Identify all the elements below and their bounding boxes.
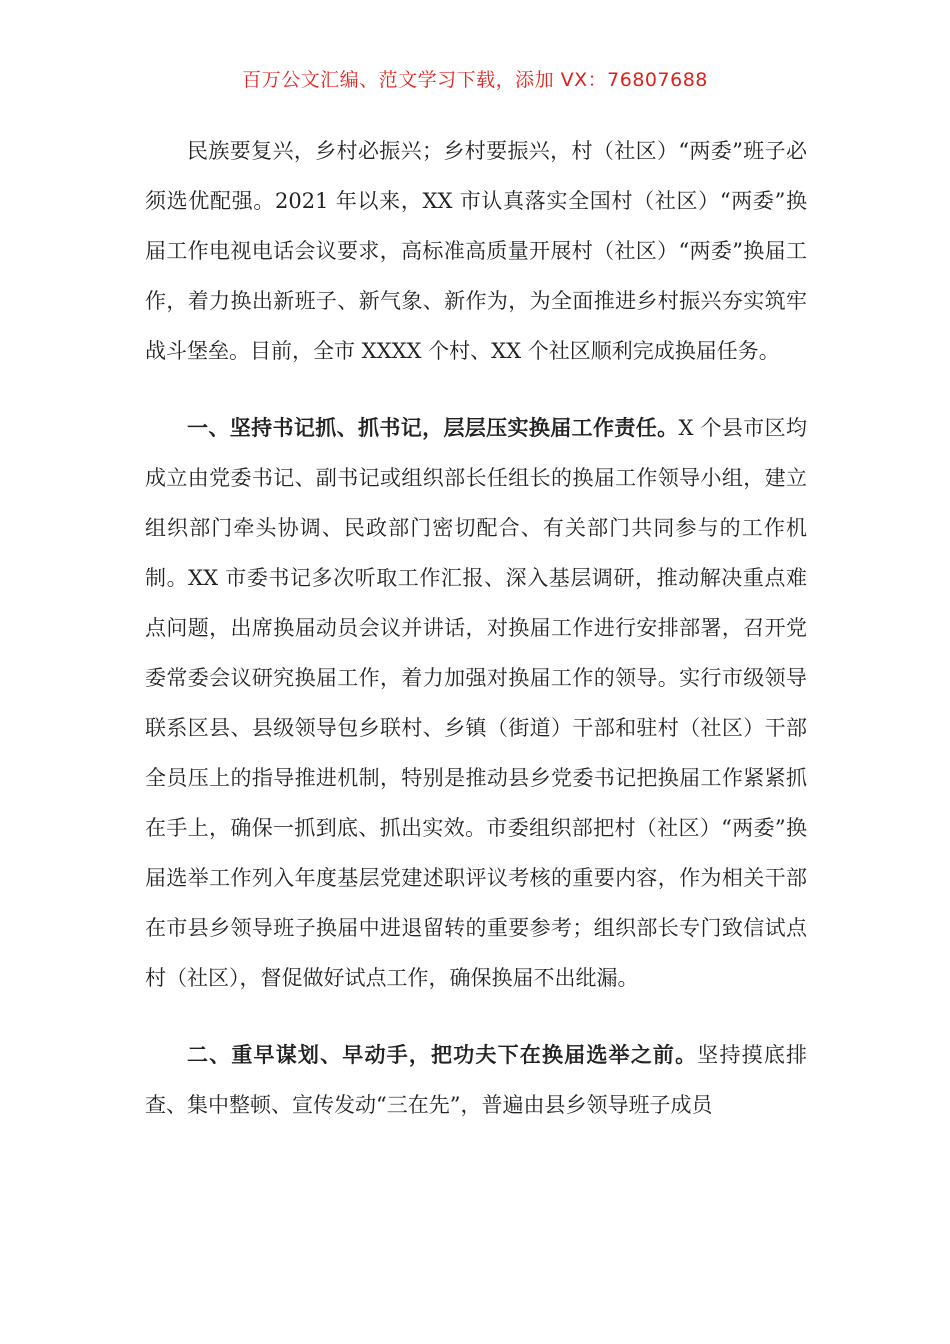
paragraph-lead: 二、重早谋划、早动手，把功夫下在换届选举之前。 [187, 1042, 698, 1067]
paragraph-lead: 一、坚持书记抓、抓书记，层层压实换届工作责任。 [187, 415, 679, 440]
paragraph-section-2 [145, 1030, 807, 1130]
document-body [145, 126, 807, 1157]
paragraph-text: X 个县市区均成立由党委书记、副书记或组织部长任组长的换届工作领导小组，建立组织部门牵头协调、民政部门密切配合、有关部门共同参与的工作机制。XX 市委书记多次听取工作汇报、深入基层调研，推动解决重点难点问题，出席换届动员会议并讲话，对换届工作进行安排部署，召开党委常委会议研究换届工作，着力加强对换届工作的领导。实行市级领导联系区县、县级领导包乡联村、乡镇（街道）干部和驻村（社区）干部全员压上的指导推进机制，特别是推动县乡党委书记把换届工作紧紧抓在手上，确保一抓到底、抓出实效。市委组织部把村（社区）“两委”换届选举工作列入年度基层党建述职评议考核的重要内容，作为相关干部在市县乡领导班子换届中进退留转的重要参考；组织部长专门致信试点村（社区），督促做好试点工作，确保换届不出纰漏。 [145, 416, 807, 990]
paragraph-section-1 [145, 403, 807, 1003]
paragraph-intro [145, 126, 807, 376]
header-banner: 百万公文汇编、范文学习下载，添加 VX：76807688 [242, 69, 708, 91]
paragraph-text: 民族要复兴，乡村必振兴；乡村要振兴，村（社区）“两委”班子必须选优配强。2021 年以来，XX 市认真落实全国村（社区）“两委”换届工作电视电话会议要求，高标准高质量开展村（社区）“两委”换届工作，着力换出新班子、新气象、新作为，为全面推进乡村振兴夯实筑牢战斗堡垒。目前，全市 XXXX 个村、XX 个社区顺利完成换届任务。 [145, 139, 807, 363]
paragraph-text: 坚持摸底排查、集中整顿、宣传发动“三在先”，普遍由县乡领导班子成员 [145, 1043, 808, 1117]
